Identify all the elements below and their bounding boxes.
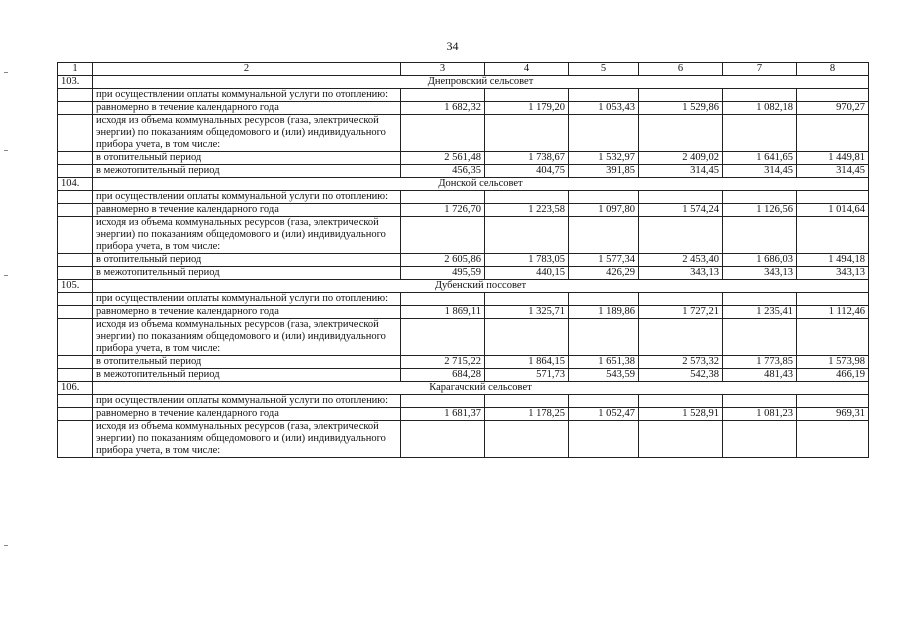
tariff-value-cell [485,293,569,306]
row-index-cell [58,204,93,217]
tariff-value-cell [569,395,639,408]
row-label: при осуществлении оплаты коммунальной услуги по отоплению: [93,89,401,102]
section-name: Донской сельсовет [93,178,869,191]
column-number-cell: 6 [639,63,723,76]
tariff-value-cell: 543,59 [569,369,639,382]
tariff-value-cell: 481,43 [723,369,797,382]
section-name: Днепровский сельсовет [93,76,869,89]
column-number-cell: 4 [485,63,569,76]
table-row [58,89,869,102]
tariff-value-cell [485,421,569,458]
tariff-value-cell [485,395,569,408]
tariff-value-cell: 495,59 [401,267,485,280]
tariff-value-cell [401,217,485,254]
section-number: 106. [58,382,93,395]
tariff-value-cell: 1 681,37 [401,408,485,421]
table-row [58,356,869,369]
tariff-value-cell [401,89,485,102]
row-index-cell [58,395,93,408]
tariff-value-cell: 1 529,86 [639,102,723,115]
tariff-value-cell [569,319,639,356]
column-number-cell: 5 [569,63,639,76]
tariff-value-cell: 440,15 [485,267,569,280]
tariff-value-cell: 466,19 [797,369,869,382]
table-row [58,204,869,217]
tariff-value-cell [723,217,797,254]
tariff-value-cell [401,319,485,356]
column-number-cell: 1 [58,63,93,76]
tariff-value-cell: 2 561,48 [401,152,485,165]
column-number-cell: 7 [723,63,797,76]
tariff-value-cell: 1 494,18 [797,254,869,267]
row-index-cell [58,217,93,254]
section-row [58,76,869,89]
table-row [58,102,869,115]
tariff-value-cell [797,293,869,306]
tariff-value-cell: 1 864,15 [485,356,569,369]
tariff-value-cell: 1 773,85 [723,356,797,369]
table-row [58,306,869,319]
tariff-value-cell [639,217,723,254]
row-index-cell [58,254,93,267]
tariff-value-cell: 2 573,32 [639,356,723,369]
tariff-value-cell [797,319,869,356]
tariff-value-cell: 343,13 [797,267,869,280]
tariff-value-cell [569,217,639,254]
column-number-cell: 8 [797,63,869,76]
tariff-table [57,62,869,458]
tariff-value-cell [639,421,723,458]
tariff-value-cell: 1 686,03 [723,254,797,267]
tariff-value-cell: 314,45 [723,165,797,178]
tariff-value-cell [485,319,569,356]
tariff-value-cell [797,191,869,204]
column-number-cell: 3 [401,63,485,76]
tariff-value-cell: 1 574,24 [639,204,723,217]
row-index-cell [58,408,93,421]
tariff-value-cell [401,115,485,152]
tariff-value-cell: 1 449,81 [797,152,869,165]
tariff-value-cell: 426,29 [569,267,639,280]
row-index-cell [58,191,93,204]
row-label: при осуществлении оплаты коммунальной услуги по отоплению: [93,395,401,408]
tariff-value-cell: 314,45 [797,165,869,178]
row-label: равномерно в течение календарного года [93,408,401,421]
tariff-value-cell [569,115,639,152]
row-label: исходя из объема коммунальных ресурсов (газа, электрической энергии) по показаниям общедомового и (или) индивидуального прибора учета, в том числе: [93,421,401,458]
table-row [58,395,869,408]
section-row [58,382,869,395]
table-body [58,63,869,458]
tariff-value-cell: 1 738,67 [485,152,569,165]
tariff-value-cell: 1 014,64 [797,204,869,217]
row-label: в межотопительный период [93,369,401,382]
tariff-value-cell: 1 223,58 [485,204,569,217]
tariff-value-cell: 542,38 [639,369,723,382]
tariff-value-cell [639,89,723,102]
tariff-value-cell: 1 081,23 [723,408,797,421]
tariff-value-cell: 970,27 [797,102,869,115]
tariff-value-cell: 1 082,18 [723,102,797,115]
tariff-value-cell: 314,45 [639,165,723,178]
row-label: равномерно в течение календарного года [93,204,401,217]
row-label: исходя из объема коммунальных ресурсов (газа, электрической энергии) по показаниям общедомового и (или) индивидуального прибора учета, в том числе: [93,217,401,254]
tariff-value-cell [485,89,569,102]
row-label: исходя из объема коммунальных ресурсов (газа, электрической энергии) по показаниям общедомового и (или) индивидуального прибора учета, в том числе: [93,115,401,152]
row-label: равномерно в течение календарного года [93,102,401,115]
table-row [58,369,869,382]
row-index-cell [58,115,93,152]
tariff-value-cell: 1 573,98 [797,356,869,369]
tariff-value-cell [723,89,797,102]
row-index-cell [58,89,93,102]
row-label: исходя из объема коммунальных ресурсов (газа, электрической энергии) по показаниям общедомового и (или) индивидуального прибора учета, в том числе: [93,319,401,356]
row-label: в отопительный период [93,254,401,267]
tariff-value-cell [723,191,797,204]
table-row [58,165,869,178]
row-index-cell [58,306,93,319]
table-row [58,191,869,204]
tariff-value-cell: 1 112,46 [797,306,869,319]
table-row [58,152,869,165]
tariff-value-cell: 1 651,38 [569,356,639,369]
row-index-cell [58,293,93,306]
tariff-value-cell: 1 052,47 [569,408,639,421]
table-header-row [58,63,869,76]
row-index-cell [58,421,93,458]
tariff-value-cell [639,115,723,152]
table-row [58,254,869,267]
tariff-value-cell: 1 097,80 [569,204,639,217]
tariff-value-cell: 1 325,71 [485,306,569,319]
tariff-value-cell: 969,31 [797,408,869,421]
tariff-value-cell: 2 453,40 [639,254,723,267]
table-row [58,421,869,458]
section-name: Карагачский сельсовет [93,382,869,395]
section-row [58,280,869,293]
tariff-value-cell: 1 641,65 [723,152,797,165]
tariff-value-cell: 1 126,56 [723,204,797,217]
tariff-value-cell [485,191,569,204]
table-row [58,408,869,421]
tariff-value-cell [569,191,639,204]
tariff-value-cell [723,421,797,458]
tariff-value-cell: 2 409,02 [639,152,723,165]
tariff-value-cell [797,217,869,254]
tariff-value-cell [401,191,485,204]
tariff-value-cell [569,421,639,458]
tariff-value-cell [639,293,723,306]
tariff-value-cell: 1 726,70 [401,204,485,217]
page-number: 34 [446,39,459,53]
tariff-value-cell: 1 869,11 [401,306,485,319]
table-row [58,267,869,280]
row-index-cell [58,369,93,382]
tariff-value-cell [639,395,723,408]
section-name: Дубенский поссовет [93,280,869,293]
tariff-value-cell [797,89,869,102]
section-row [58,178,869,191]
row-label: в отопительный период [93,356,401,369]
section-number: 105. [58,280,93,293]
row-index-cell [58,319,93,356]
row-label: при осуществлении оплаты коммунальной услуги по отоплению: [93,191,401,204]
tariff-value-cell: 1 189,86 [569,306,639,319]
tariff-value-cell: 1 783,05 [485,254,569,267]
tariff-value-cell: 1 682,32 [401,102,485,115]
tariff-value-cell [401,293,485,306]
row-label: в межотопительный период [93,267,401,280]
row-index-cell [58,356,93,369]
tariff-value-cell [797,395,869,408]
table-row [58,319,869,356]
tariff-value-cell: 1 178,25 [485,408,569,421]
row-index-cell [58,152,93,165]
tariff-value-cell: 1 053,43 [569,102,639,115]
tariff-value-cell: 1 528,91 [639,408,723,421]
table-row [58,115,869,152]
tariff-value-cell: 391,85 [569,165,639,178]
row-index-cell [58,102,93,115]
tariff-value-cell: 404,75 [485,165,569,178]
tariff-value-cell: 1 235,41 [723,306,797,319]
tariff-value-cell [401,421,485,458]
scan-margin-mark [4,72,8,73]
tariff-value-cell: 571,73 [485,369,569,382]
tariff-value-cell [485,217,569,254]
row-label: в межотопительный период [93,165,401,178]
tariff-value-cell [797,115,869,152]
section-number: 103. [58,76,93,89]
tariff-value-cell [723,293,797,306]
row-index-cell [58,267,93,280]
scan-margin-mark [4,545,8,546]
tariff-value-cell [569,293,639,306]
tariff-value-cell: 2 715,22 [401,356,485,369]
tariff-value-cell: 1 577,34 [569,254,639,267]
row-label: в отопительный период [93,152,401,165]
tariff-value-cell [797,421,869,458]
tariff-value-cell [401,395,485,408]
tariff-value-cell: 684,28 [401,369,485,382]
tariff-value-cell: 1 179,20 [485,102,569,115]
table-row [58,217,869,254]
tariff-value-cell: 1 727,21 [639,306,723,319]
scan-margin-mark [4,275,8,276]
tariff-value-cell [639,191,723,204]
tariff-value-cell [723,115,797,152]
row-label: при осуществлении оплаты коммунальной услуги по отоплению: [93,293,401,306]
tariff-value-cell: 1 532,97 [569,152,639,165]
tariff-value-cell [569,89,639,102]
tariff-value-cell: 2 605,86 [401,254,485,267]
table-row [58,293,869,306]
tariff-value-cell: 343,13 [723,267,797,280]
row-index-cell [58,165,93,178]
tariff-value-cell [723,395,797,408]
row-label: равномерно в течение календарного года [93,306,401,319]
tariff-value-cell [723,319,797,356]
section-number: 104. [58,178,93,191]
tariff-value-cell [639,319,723,356]
scan-margin-mark [4,150,8,151]
tariff-value-cell: 343,13 [639,267,723,280]
column-number-cell: 2 [93,63,401,76]
tariff-value-cell: 456,35 [401,165,485,178]
tariff-value-cell [485,115,569,152]
